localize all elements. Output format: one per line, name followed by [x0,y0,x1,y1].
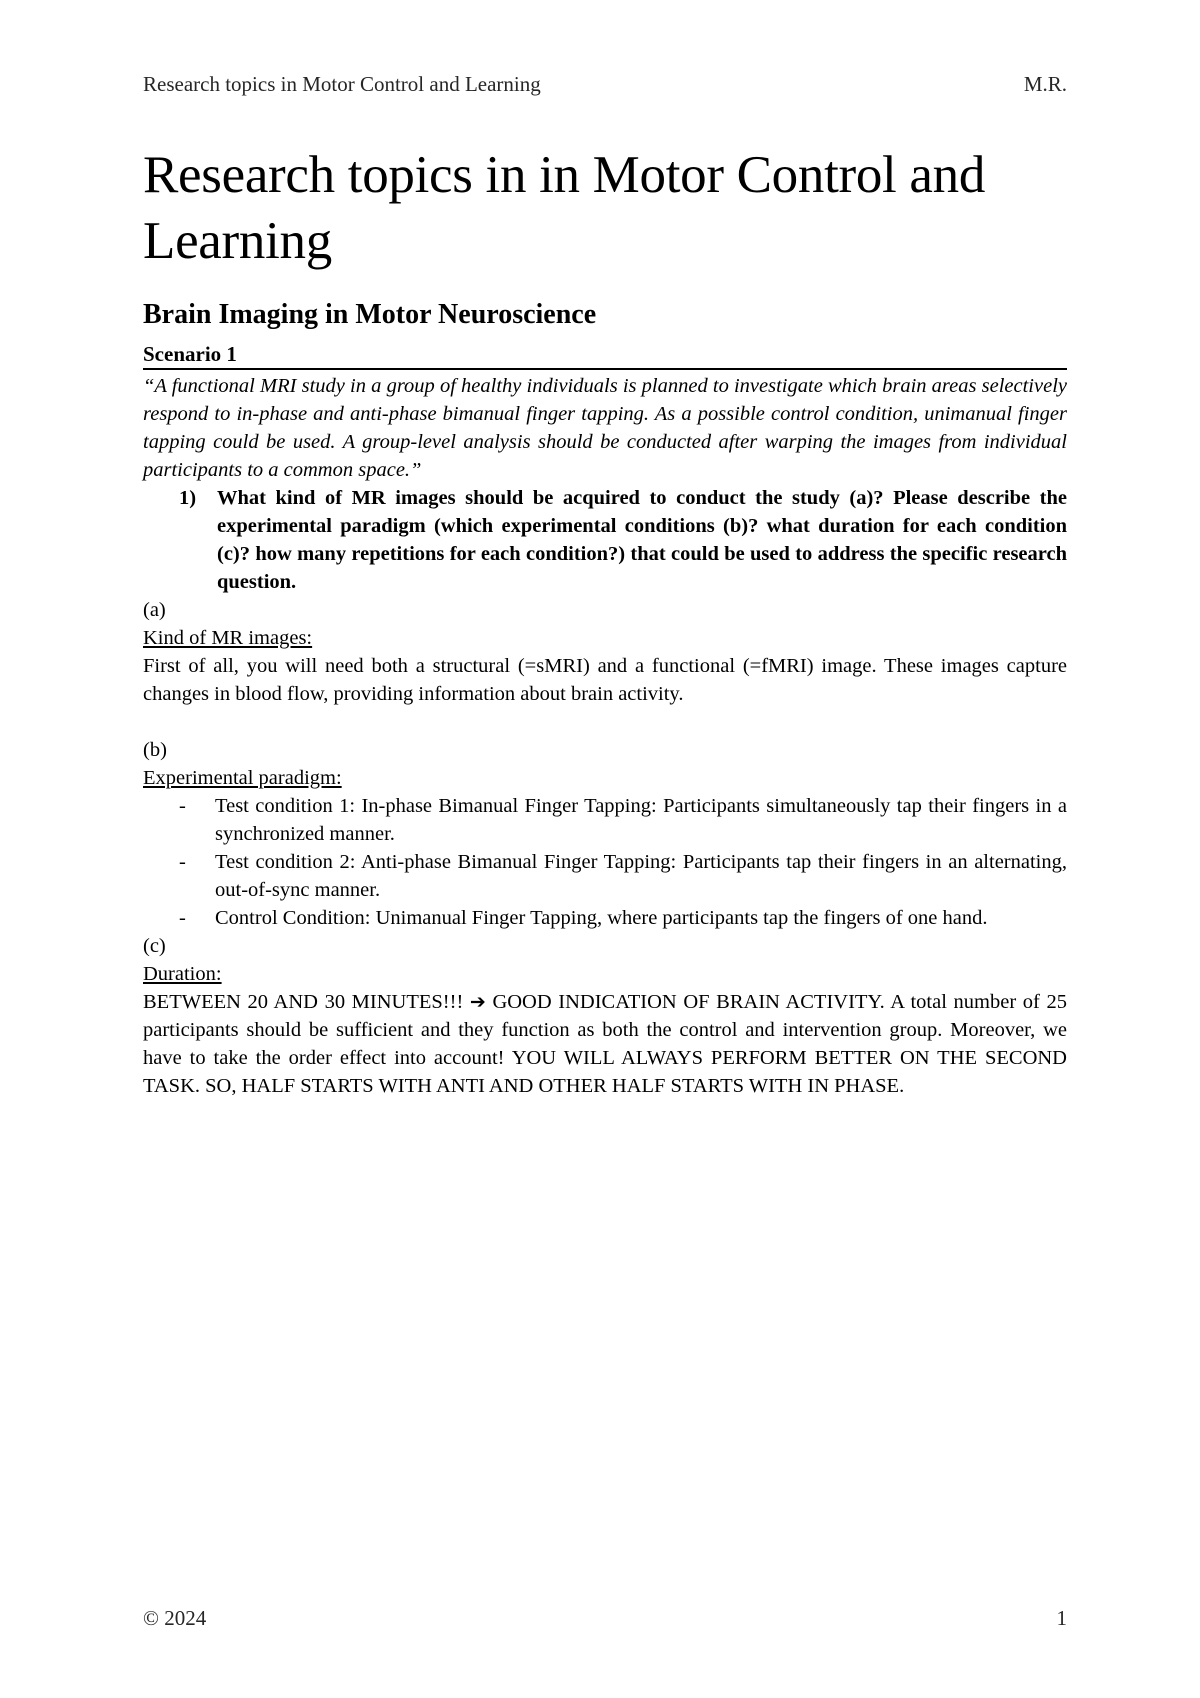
part-c-text-rest: GOOD INDICATION OF BRAIN ACTIVITY. A total number of 25 participants should be sufficient and they function as both the control and intervention group. Moreover, we have to take the order effect into account! YOU WILL ALWAYS PERFORM BETTER ON THE SECOND TASK. SO, HALF STARTS WITH ANTI AND OTHER HALF STARTS WITH IN PHASE. [143,991,1067,1097]
document-title: Research topics in in Motor Control and Learning [143,146,986,270]
bullet-marker: - [179,795,186,817]
question-text: What kind of MR images should be acquired to conduct the study (a)? Please describe the experimental paradigm (which experimental conditions (b)? what duration for each condition (c)? how many repetitions for each condition?) that could be used to address the specific research question. [217,487,1067,593]
list-item [143,792,1067,848]
part-c-text-start: BETWEEN 20 AND 30 MINUTES!!! [143,991,470,1013]
question-1 [143,484,1067,596]
running-footer [143,1606,1067,1631]
scenario-heading: Scenario 1 [143,340,1067,370]
document-page [143,0,1067,1698]
header-author-initials: M.R. [1023,72,1067,96]
section-heading: Brain Imaging in Motor Neuroscience [143,299,597,330]
part-c-label: (c) [143,935,166,957]
part-b-heading: Experimental paradigm: [143,767,342,789]
running-header [143,72,1067,97]
part-a-label: (a) [143,599,166,621]
document-body [143,372,1067,1100]
list-item-text: Test condition 2: Anti-phase Bimanual Finger Tapping: Participants tap their fingers in an alternating, out-of-sync manner. [215,851,1067,901]
condition-list [143,792,1067,932]
arrow-right-icon: ➔ [469,991,486,1013]
question-number: 1) [179,487,197,509]
footer-copyright: © 2024 [143,1606,207,1630]
part-a-heading: Kind of MR images: [143,627,313,649]
paragraph-spacer [143,708,1067,736]
list-item [143,904,1067,932]
part-c-heading: Duration: [143,963,222,985]
scenario-quote: “A functional MRI study in a group of healthy individuals is planned to investigate which brain areas selectively respond to in-phase and anti-phase bimanual finger tapping. As a possible control condition, unimanual finger tapping could be used. A group-level analysis should be conducted after warping the images from individual participants to a common space.” [143,375,1067,481]
bullet-marker: - [179,851,186,873]
page-number: 1 [1056,1606,1067,1630]
part-a-text: First of all, you will need both a structural (=sMRI) and a functional (=fMRI) image. These images capture changes in blood flow, providing information about brain activity. [143,655,1067,705]
part-b-label: (b) [143,739,167,761]
list-item [143,848,1067,904]
header-title: Research topics in Motor Control and Learning [143,72,541,96]
list-item-text: Control Condition: Unimanual Finger Tapping, where participants tap the fingers of one hand. [215,907,988,929]
part-c-text [143,988,1067,1100]
bullet-marker: - [179,907,186,929]
list-item-text: Test condition 1: In-phase Bimanual Finger Tapping: Participants simultaneously tap their fingers in a synchronized manner. [215,795,1067,845]
